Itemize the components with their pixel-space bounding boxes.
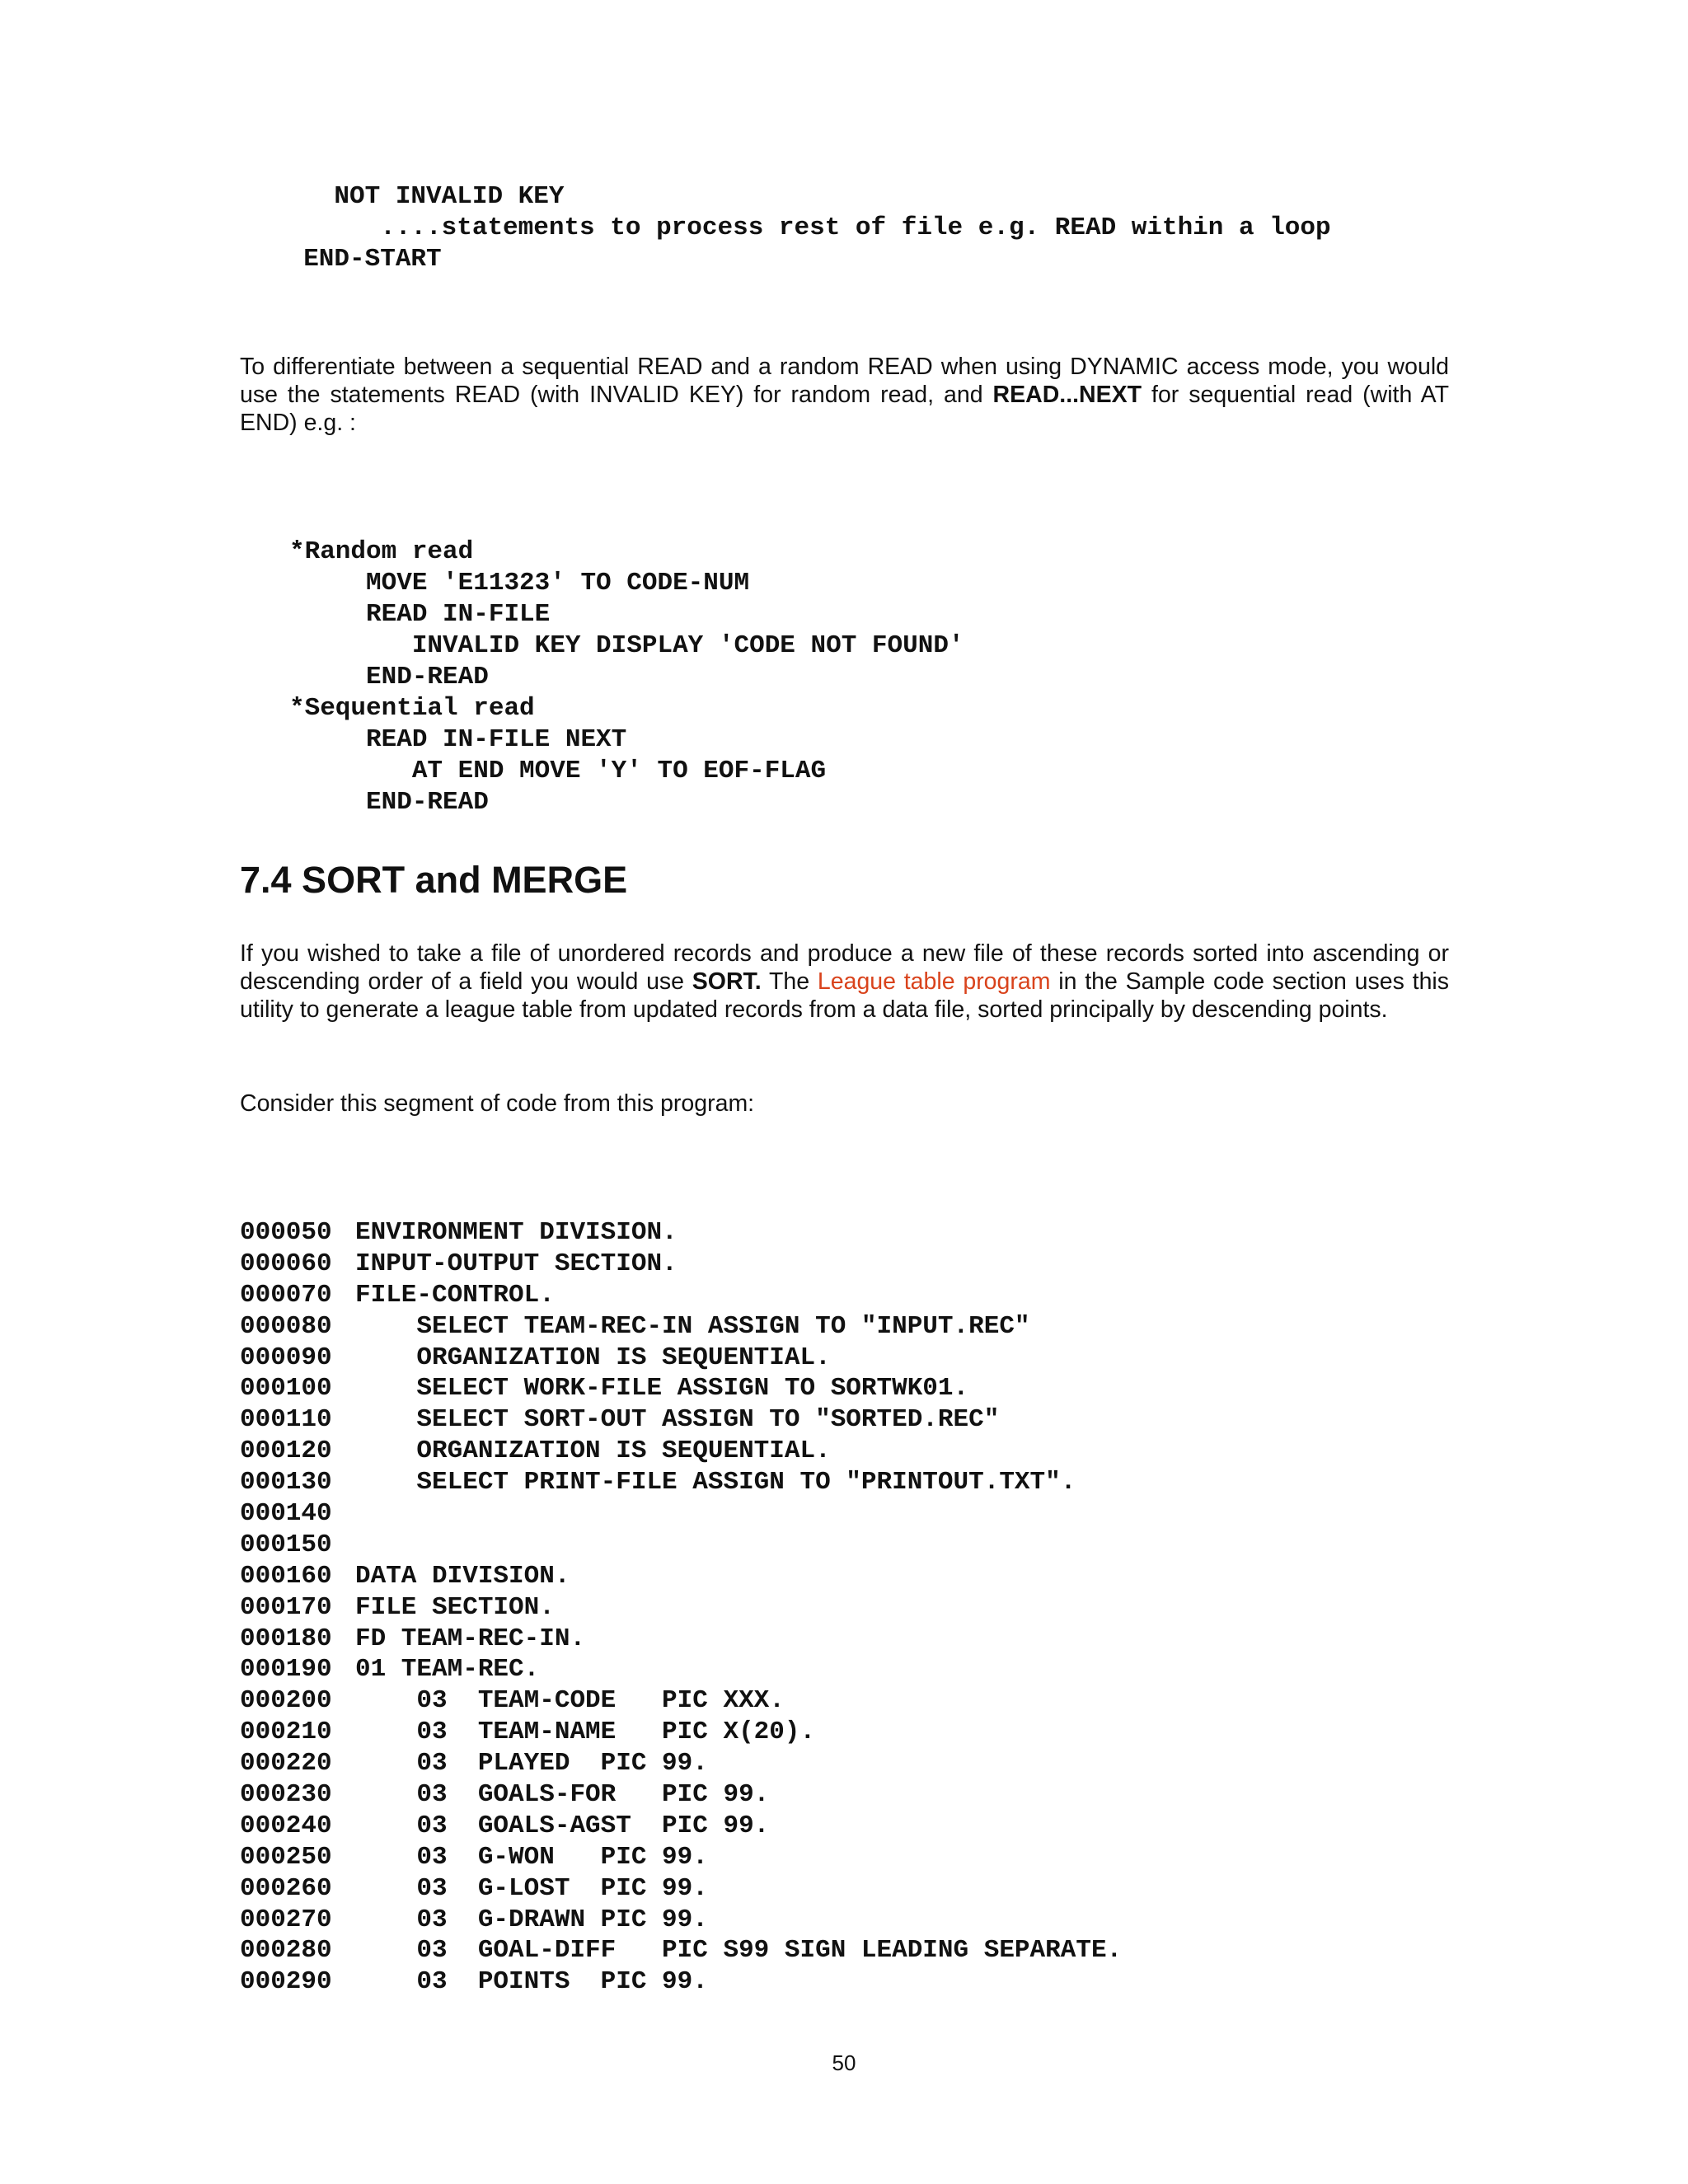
- code-text: 03 GOALS-FOR PIC 99.: [355, 1780, 770, 1810]
- code-text: 01 TEAM-REC.: [355, 1655, 540, 1685]
- line-number: 000240: [240, 1811, 332, 1840]
- code-text: 03 PLAYED PIC 99.: [355, 1749, 708, 1779]
- listing-row: [240, 1935, 1122, 1966]
- bold-term-read-next: READ...NEXT: [992, 382, 1142, 408]
- code-line: END-READ: [289, 788, 489, 817]
- code-text: 03 TEAM-CODE PIC XXX.: [355, 1686, 785, 1716]
- code-line: AT END MOVE 'Y' TO EOF-FLAG: [289, 757, 827, 785]
- section-heading: 7.4 SORT and MERGE: [240, 859, 628, 901]
- paragraph-text: for sequential read (with AT END) e.g. :: [240, 382, 1449, 436]
- listing-row: [240, 1748, 1122, 1779]
- code-text: ENVIRONMENT DIVISION.: [355, 1218, 678, 1247]
- code-text: 03 TEAM-NAME PIC X(20).: [355, 1718, 816, 1747]
- paragraph-sort-intro: [240, 940, 1449, 1024]
- code-snippet-read: [289, 537, 964, 818]
- line-number: 000130: [240, 1468, 332, 1497]
- line-number: 000160: [240, 1561, 332, 1591]
- line-number: 000280: [240, 1936, 332, 1966]
- line-number: 000190: [240, 1655, 332, 1685]
- code-text: 03 G-LOST PIC 99.: [355, 1873, 708, 1903]
- code-text: 03 GOALS-AGST PIC 99.: [355, 1811, 770, 1840]
- code-text: 03 G-DRAWN PIC 99.: [355, 1905, 708, 1934]
- line-number: 000070: [240, 1280, 332, 1310]
- listing-row: [240, 1498, 1122, 1530]
- line-number: 000100: [240, 1374, 332, 1404]
- listing-row: [240, 1685, 1122, 1717]
- code-text: 03 G-WON PIC 99.: [355, 1842, 708, 1872]
- line-number: 000260: [240, 1873, 332, 1903]
- listing-row: [240, 1436, 1122, 1467]
- listing-row: [240, 1842, 1122, 1873]
- line-number: 000200: [240, 1686, 332, 1716]
- code-text: INPUT-OUTPUT SECTION.: [355, 1249, 678, 1278]
- line-number: 000170: [240, 1592, 332, 1622]
- listing-row: [240, 1654, 1122, 1685]
- listing-row: [240, 1873, 1122, 1905]
- listing-row: [240, 1905, 1122, 1936]
- code-text: SELECT PRINT-FILE ASSIGN TO "PRINTOUT.TXT".: [355, 1468, 1076, 1497]
- code-text: SELECT SORT-OUT ASSIGN TO "SORTED.REC": [355, 1405, 1000, 1435]
- code-text: FD TEAM-REC-IN.: [355, 1624, 586, 1653]
- code-text: SELECT TEAM-REC-IN ASSIGN TO "INPUT.REC": [355, 1311, 1030, 1341]
- paragraph-read-modes: [240, 353, 1449, 437]
- code-line: *Random read: [289, 537, 474, 566]
- code-line: END-READ: [289, 663, 489, 691]
- paragraph-consider: Consider this segment of code from this program:: [240, 1090, 755, 1117]
- listing-row: [240, 1966, 1122, 1998]
- code-listing: [240, 1217, 1122, 1998]
- listing-row: [240, 1717, 1122, 1748]
- listing-row: [240, 1624, 1122, 1655]
- line-number: 000060: [240, 1249, 332, 1278]
- line-number: 000220: [240, 1749, 332, 1779]
- paragraph-text: If you wished to take a file of unordered records and produce a new file of these records sorted into ascending or descending order of a field you would use: [240, 940, 1449, 995]
- listing-row: [240, 1217, 1122, 1249]
- code-line: END-START: [273, 245, 442, 274]
- listing-row: [240, 1530, 1122, 1561]
- line-number: 000250: [240, 1842, 332, 1872]
- line-number: 000090: [240, 1343, 332, 1372]
- line-number: 000050: [240, 1218, 332, 1247]
- listing-row: [240, 1373, 1122, 1404]
- line-number: 000180: [240, 1624, 332, 1653]
- code-text: 03 POINTS PIC 99.: [355, 1967, 708, 1997]
- code-text: FILE-CONTROL.: [355, 1280, 555, 1310]
- code-line: NOT INVALID KEY: [273, 182, 565, 211]
- line-number: 000120: [240, 1436, 332, 1466]
- paragraph-text: in the Sample code section uses this utility to generate a league table from updated records from a data file, sorted principally by descending points.: [240, 968, 1450, 1023]
- code-text: SELECT WORK-FILE ASSIGN TO SORTWK01.: [355, 1374, 969, 1404]
- line-number: 000210: [240, 1718, 332, 1747]
- line-number: 000270: [240, 1905, 332, 1934]
- bold-term-sort: SORT.: [692, 968, 762, 995]
- listing-row: [240, 1280, 1122, 1311]
- code-text: FILE SECTION.: [355, 1592, 555, 1622]
- paragraph-text: The: [761, 968, 818, 995]
- paragraph-text: To differentiate between a sequential READ and a random READ when using DYNAMIC access mode, you would use the statements READ (with INVALID KEY) for random read, and: [240, 354, 1449, 408]
- code-text: 03 GOAL-DIFF PIC S99 SIGN LEADING SEPARATE.: [355, 1936, 1123, 1966]
- code-text: ORGANIZATION IS SEQUENTIAL.: [355, 1343, 831, 1372]
- league-table-program-link[interactable]: League table program: [817, 968, 1051, 995]
- listing-row: [240, 1467, 1122, 1498]
- line-number: 000150: [240, 1530, 332, 1559]
- code-line: ....statements to process rest of file e.g. READ within a loop: [273, 213, 1331, 242]
- code-line: READ IN-FILE: [289, 600, 551, 629]
- listing-row: [240, 1249, 1122, 1280]
- listing-row: [240, 1561, 1122, 1592]
- listing-row: [240, 1592, 1122, 1624]
- listing-row: [240, 1779, 1122, 1811]
- code-line: *Sequential read: [289, 694, 535, 723]
- code-text: DATA DIVISION.: [355, 1561, 570, 1591]
- line-number: 000110: [240, 1405, 332, 1435]
- code-line: MOVE 'E11323' TO CODE-NUM: [289, 569, 750, 598]
- code-text: ORGANIZATION IS SEQUENTIAL.: [355, 1436, 831, 1466]
- line-number: 000290: [240, 1967, 332, 1997]
- code-line: READ IN-FILE NEXT: [289, 725, 627, 754]
- line-number: 000080: [240, 1311, 332, 1341]
- listing-row: [240, 1343, 1122, 1374]
- listing-row: [240, 1404, 1122, 1436]
- code-line: INVALID KEY DISPLAY 'CODE NOT FOUND': [289, 631, 964, 660]
- line-number: 000140: [240, 1499, 332, 1529]
- listing-row: [240, 1311, 1122, 1343]
- line-number: 000230: [240, 1780, 332, 1810]
- page-number: 50: [832, 2050, 856, 2075]
- code-snippet-start: [273, 181, 1331, 275]
- listing-row: [240, 1811, 1122, 1842]
